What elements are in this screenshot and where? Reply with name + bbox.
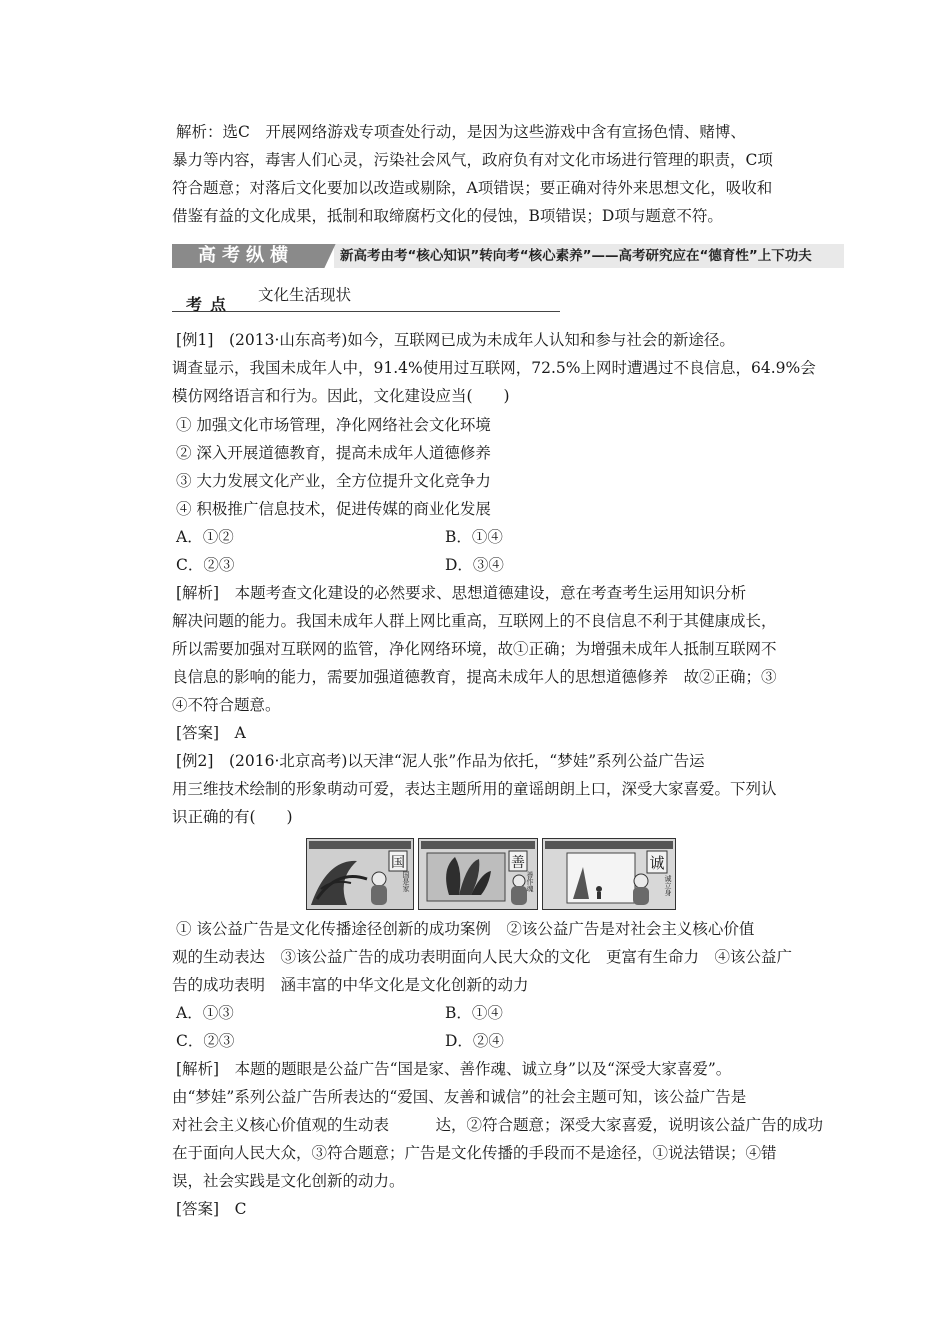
answer: [答案] C — [176, 1200, 247, 1218]
divider — [172, 311, 560, 312]
ad-image-guo — [306, 838, 414, 910]
stem-line: 用三维技术绘制的形象萌动可爱，表达主题所用的童谣朗朗上口，深受大家喜爱。下列认 — [172, 780, 777, 798]
stem-line: 模仿网络语言和行为。因此，文化建设应当( ) — [172, 387, 510, 405]
stem-line: [例2] (2016·北京高考)以天津“泥人张”作品为依托，“梦娃”系列公益广告运 — [176, 752, 705, 770]
svg-text:善: 善 — [511, 855, 525, 871]
statement-item: ③ 大力发展文化产业，全方位提升文化竞争力 — [176, 472, 491, 490]
answer: [答案] A — [176, 724, 246, 742]
ad-image-cheng — [542, 838, 676, 910]
kaodian-label: 考点 — [186, 295, 235, 314]
statement-item: ④ 积极推广信息技术，促进传媒的商业化发展 — [176, 500, 491, 518]
ad-label: 诚立身 — [664, 875, 672, 896]
banner-text: 新高考由考“核心知识”转向考“核心素养”——高考研究应在“德育性”上下功夫 — [340, 248, 812, 264]
analysis-line: 良信息的影响的能力，需要加强道德教育，提高未成年人的思想道德修养 故②正确；③ — [172, 668, 777, 686]
option-c: C．②③ — [176, 1032, 235, 1050]
analysis-line: 所以需要加强对互联网的监管，净化网络环境，故①正确；为增强未成年人抵制互联网不 — [172, 640, 777, 658]
stem-line: [例1] (2013·山东高考)如今，互联网已成为未成年人认知和参与社会的新途径。 — [176, 331, 735, 349]
text-line: 解析：选C 开展网络游戏专项查处行动，是因为这些游戏中含有宣扬色情、赌博、 — [176, 123, 746, 141]
ad-label: 善作魂 — [526, 871, 534, 892]
analysis-line: 对社会主义核心价值观的生动表 达，②符合题意；深受大家喜爱，说明该公益广告的成功 — [172, 1116, 824, 1134]
analysis-line: ④不符合题意。 — [172, 696, 281, 714]
text-line: 暴力等内容，毒害人们心灵，污染社会风气，政府负有对文化市场进行管理的职责，C项 — [172, 151, 773, 169]
statement-item: ② 深入开展道德教育，提高未成年人道德修养 — [176, 444, 491, 462]
option-d: D．②④ — [445, 1032, 504, 1050]
stem-line: 识正确的有( ) — [172, 808, 293, 826]
option-d: D．③④ — [445, 556, 504, 574]
stem-line: 调查显示，我国未成年人中，91.4%使用过互联网，72.5%上网时遭遇过不良信息，64.9%会 — [172, 359, 816, 377]
analysis-line: 在于面向人民大众，③符合题意；广告是文化传播的手段而不是途径，①说法错误；④错 — [172, 1144, 777, 1162]
analysis-line: 误，社会实践是文化创新的动力。 — [172, 1172, 405, 1190]
analysis-line: [解析] 本题考查文化建设的必然要求、思想道德建设，意在考查考生运用知识分析 — [176, 584, 747, 602]
svg-text:诚: 诚 — [649, 854, 665, 872]
ad-label: 国是家 — [402, 871, 410, 892]
analysis-line: 由“梦娃”系列公益广告所表达的“爱国、友善和诚信”的社会主题可知，该公益广告是 — [172, 1088, 747, 1106]
kaodian-title: 文化生活现状 — [258, 286, 352, 304]
text-line: 符合题意；对落后文化要加以改造或剔除，A项错误；要正确对待外来思想文化，吸收和 — [172, 179, 773, 197]
svg-text:国: 国 — [391, 855, 405, 871]
analysis-line: 解决问题的能力。我国未成年人群上网比重高，互联网上的不良信息不利于其健康成长， — [172, 612, 777, 630]
statement-item: ① 加强文化市场管理，净化网络社会文化环境 — [176, 416, 491, 434]
section-banner — [172, 244, 844, 268]
statement-line: 观的生动表达 ③该公益广告的成功表明面向人民大众的文化 更富有生命力 ④该公益广 — [172, 948, 793, 966]
option-b: B．①④ — [445, 528, 503, 546]
option-a: A．①③ — [176, 1004, 234, 1022]
option-b: B．①④ — [445, 1004, 503, 1022]
statement-line: 告的成功表明 涵丰富的中华文化是文化创新的动力 — [172, 976, 529, 994]
option-a: A．①② — [176, 528, 234, 546]
statement-line: ① 该公益广告是文化传播途径创新的成功案例 ②该公益广告是对社会主义核心价值 — [176, 920, 755, 938]
text-line: 借鉴有益的文化成果，抵制和取缔腐朽文化的侵蚀，B项错误；D项与题意不符。 — [172, 207, 723, 225]
analysis-line: [解析] 本题的题眼是公益广告“国是家、善作魂、诚立身”以及“深受大家喜爱”。 — [176, 1060, 732, 1078]
banner-tag: 高考纵横 — [172, 244, 320, 268]
ad-image-shan — [418, 838, 538, 910]
option-c: C．②③ — [176, 556, 235, 574]
